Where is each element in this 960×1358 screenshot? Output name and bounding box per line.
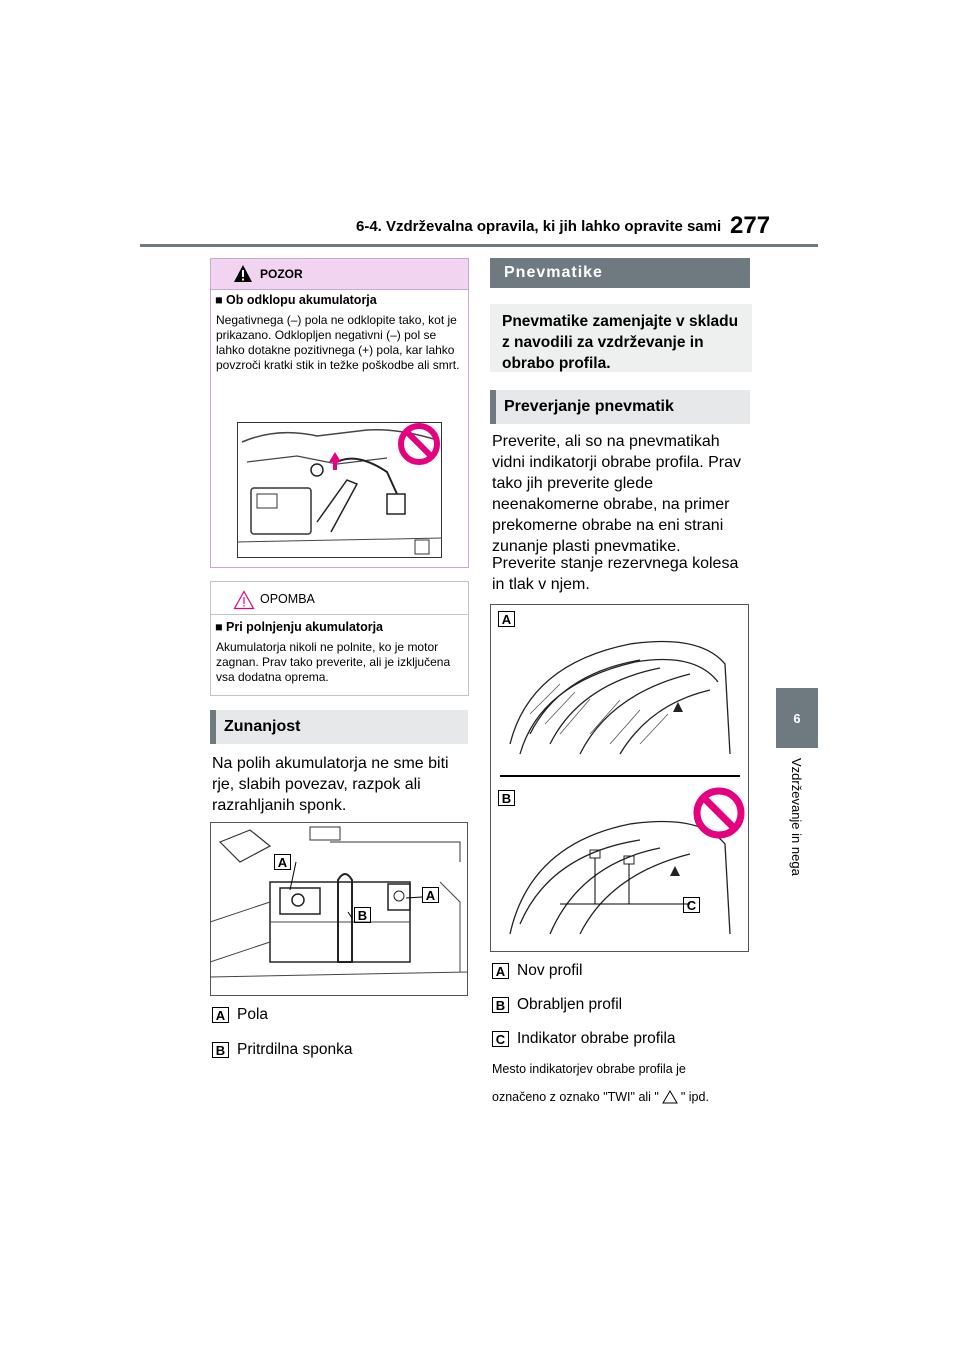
- caution-subtitle: ■ Ob odklopu akumulatorja: [215, 293, 377, 307]
- tire-check-text: Preverite, ali so na pnevmatikah vidni indikatorji obrabe profila. Prav tako jih preverite glede neenakomerne obrabe, na primer prekomerne obrabe na eni strani zunanje plasti pnevmatike.: [492, 433, 742, 555]
- caution-label: POZOR: [260, 267, 303, 281]
- battery-illustration: [210, 822, 468, 996]
- footnote-text-after: " ipd.: [680, 1090, 709, 1104]
- legend-text: Nov profil: [517, 962, 583, 979]
- exterior-heading: Zunanjost: [210, 710, 468, 744]
- legend-text: Obrabljen profil: [517, 996, 623, 1013]
- note-body: Akumulatorja nikoli ne polnite, ko je motor zagnan. Prav tako preverite, ali je izključena vsa dodatna oprema.: [216, 640, 451, 684]
- footnote-text-before: označeno z oznako "TWI" ali ": [492, 1090, 659, 1104]
- figure-label-a: A: [498, 611, 515, 627]
- legend-item: [212, 1041, 352, 1059]
- legend-item: [212, 1006, 268, 1024]
- legend-key: B: [212, 1042, 229, 1058]
- notice-icon: [233, 590, 255, 610]
- warning-icon: [233, 264, 253, 283]
- figure-label-c: C: [683, 897, 700, 913]
- tires-heading: Pnevmatike: [490, 258, 750, 288]
- footnote-line-2: [492, 1090, 709, 1104]
- caution-body: Negativnega (–) pola ne odklopite tako, kot je prikazano. Odklopljen negativni (–) pol se lahko dotakne pozitivnega (+) pola, kar lahko povzroči kratki stik in težke poškodbe ali smrt.: [216, 313, 460, 372]
- legend-key: A: [492, 963, 509, 979]
- legend-item: [492, 996, 622, 1014]
- triangle-icon: [662, 1090, 678, 1104]
- prohibited-icon: [692, 786, 746, 840]
- legend-text: Pola: [237, 1006, 269, 1023]
- tires-info-box: Pnevmatike zamenjajte v skladu z navodili za vzdrževanje in obrabo profila.: [490, 304, 752, 372]
- caution-header: [211, 259, 468, 290]
- prohibited-icon: [397, 422, 441, 466]
- figure-label-a: A: [422, 887, 439, 903]
- tire-check-heading: Preverjanje pnevmatik: [490, 390, 750, 424]
- note-subtitle: ■ Pri polnjenju akumulatorja: [215, 620, 383, 634]
- page-number: 277: [730, 212, 771, 239]
- figure-label-a: A: [274, 854, 291, 870]
- header-divider: [140, 244, 818, 247]
- legend-key: B: [492, 997, 509, 1013]
- figure-label-b: B: [354, 907, 371, 923]
- section-title: 6-4. Vzdrževalna opravila, ki jih lahko opravite sami: [356, 218, 722, 235]
- spare-tire-text: Preverite stanje rezervnega kolesa in tlak v njem.: [492, 555, 739, 593]
- legend-text: Pritrdilna sponka: [237, 1041, 353, 1058]
- note-header: [211, 582, 468, 615]
- note-box: [210, 581, 469, 696]
- legend-key: A: [212, 1007, 229, 1023]
- legend-item: [492, 1030, 676, 1048]
- caution-box: [210, 258, 469, 568]
- note-label: OPOMBA: [260, 592, 315, 606]
- legend-key: C: [492, 1031, 509, 1047]
- chapter-tab[interactable]: 6: [776, 688, 818, 748]
- chapter-title: Vzdrževanje in nega: [789, 758, 804, 876]
- footnote-line-1: Mesto indikatorjev obrabe profila je: [492, 1062, 686, 1076]
- figure-label-b: B: [498, 790, 515, 806]
- legend-item: [492, 962, 582, 980]
- legend-text: Indikator obrabe profila: [517, 1030, 676, 1047]
- tire-tread-illustration: [490, 604, 749, 952]
- exterior-text: Na polih akumulatorja ne sme biti rje, slabih povezav, razpok ali razrahljanih sponk.: [212, 755, 449, 814]
